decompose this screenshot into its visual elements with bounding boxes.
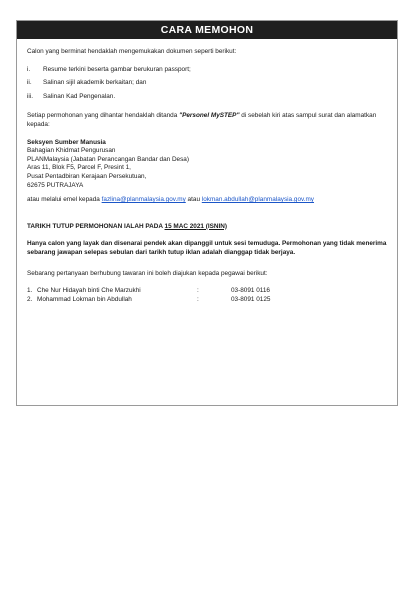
address-line: PLANMalaysia (Jabatan Perancangan Bandar dan Desa) xyxy=(27,155,189,163)
email-line xyxy=(27,196,387,205)
document-item xyxy=(27,79,387,88)
instruction-text xyxy=(27,112,387,129)
inquiry-text: Sebarang pertanyaan berhubung tawaran ini boleh diajukan kepada pegawai berikut: xyxy=(27,269,268,277)
document-text: Salinan sijil akademik berkaitan; dan xyxy=(43,79,147,87)
document-number: iii. xyxy=(27,92,34,100)
deadline-prefix: TARIKH TUTUP PERMOHONAN IALAH PADA xyxy=(27,222,165,230)
email-middle: atau xyxy=(185,196,202,204)
contact-row xyxy=(27,296,387,305)
card-body xyxy=(17,39,397,304)
email-link-lokman[interactable]: lokman.abdullah@planmalaysia.gov.my xyxy=(201,196,315,204)
address-heading: Seksyen Sumber Manusia xyxy=(27,138,106,146)
address-line: 62675 PUTRAJAYA xyxy=(27,181,84,189)
document-number: i. xyxy=(27,65,31,73)
contact-colon: : xyxy=(197,295,199,303)
document-item xyxy=(27,66,387,75)
intro-text: Calon yang berminat hendaklah mengemukakan dokumen seperti berikut: xyxy=(27,48,237,55)
notice-text: Hanya calon yang layak dan disenarai pendek akan dipanggil untuk sesi temuduga. Permohonan yang tidak menerima sebarang jawapan selepas sebulan dari tarikh tutup iklan adalah dianggap tidak berjaya. xyxy=(27,240,387,256)
address-line: Aras 11, Blok F5, Parcel F, Presint 1, xyxy=(27,164,131,172)
application-card xyxy=(16,20,398,406)
document-text: Resume terkini beserta gambar berukuran passport; xyxy=(43,65,191,73)
card-header xyxy=(17,21,397,39)
contact-phone: 03-8091 0125 xyxy=(231,295,271,303)
contacts-list xyxy=(27,287,387,304)
contact-row xyxy=(27,287,387,296)
contact-number: 2. xyxy=(27,295,33,303)
contact-colon: : xyxy=(197,287,199,295)
email-link-fazlina[interactable]: fazlina@planmalaysia.gov.my xyxy=(101,196,186,204)
address-line: Bahagian Khidmat Pengurusan xyxy=(27,147,116,155)
document-number: ii. xyxy=(27,79,32,87)
deadline-date: 15 MAC 2021 (ISNIN) xyxy=(164,222,228,230)
contact-number: 1. xyxy=(27,287,33,295)
contact-name: Mohammad Lokman bin Abdullah xyxy=(37,295,132,303)
address-line: Pusat Pentadbiran Kerajaan Persekutuan, xyxy=(27,172,147,180)
instruction-after: di sebelah kiri atas sampul surat dan alamatkan kepada: xyxy=(27,112,377,128)
header-title: CARA MEMOHON xyxy=(160,24,254,36)
deadline-text xyxy=(27,223,387,232)
instruction-before: Setiap permohonan yang dihantar hendaklah ditanda xyxy=(27,112,180,120)
document-text: Salinan Kad Pengenalan. xyxy=(43,92,116,100)
email-prefix: atau melalui emel kepada xyxy=(27,196,102,204)
contact-phone: 03-8091 0116 xyxy=(231,287,270,295)
instruction-emphasis: "Personel MySTEP" xyxy=(179,112,240,120)
contact-name: Che Nur Hidayah binti Che Marzukhi xyxy=(37,287,141,295)
document-item xyxy=(27,93,387,102)
